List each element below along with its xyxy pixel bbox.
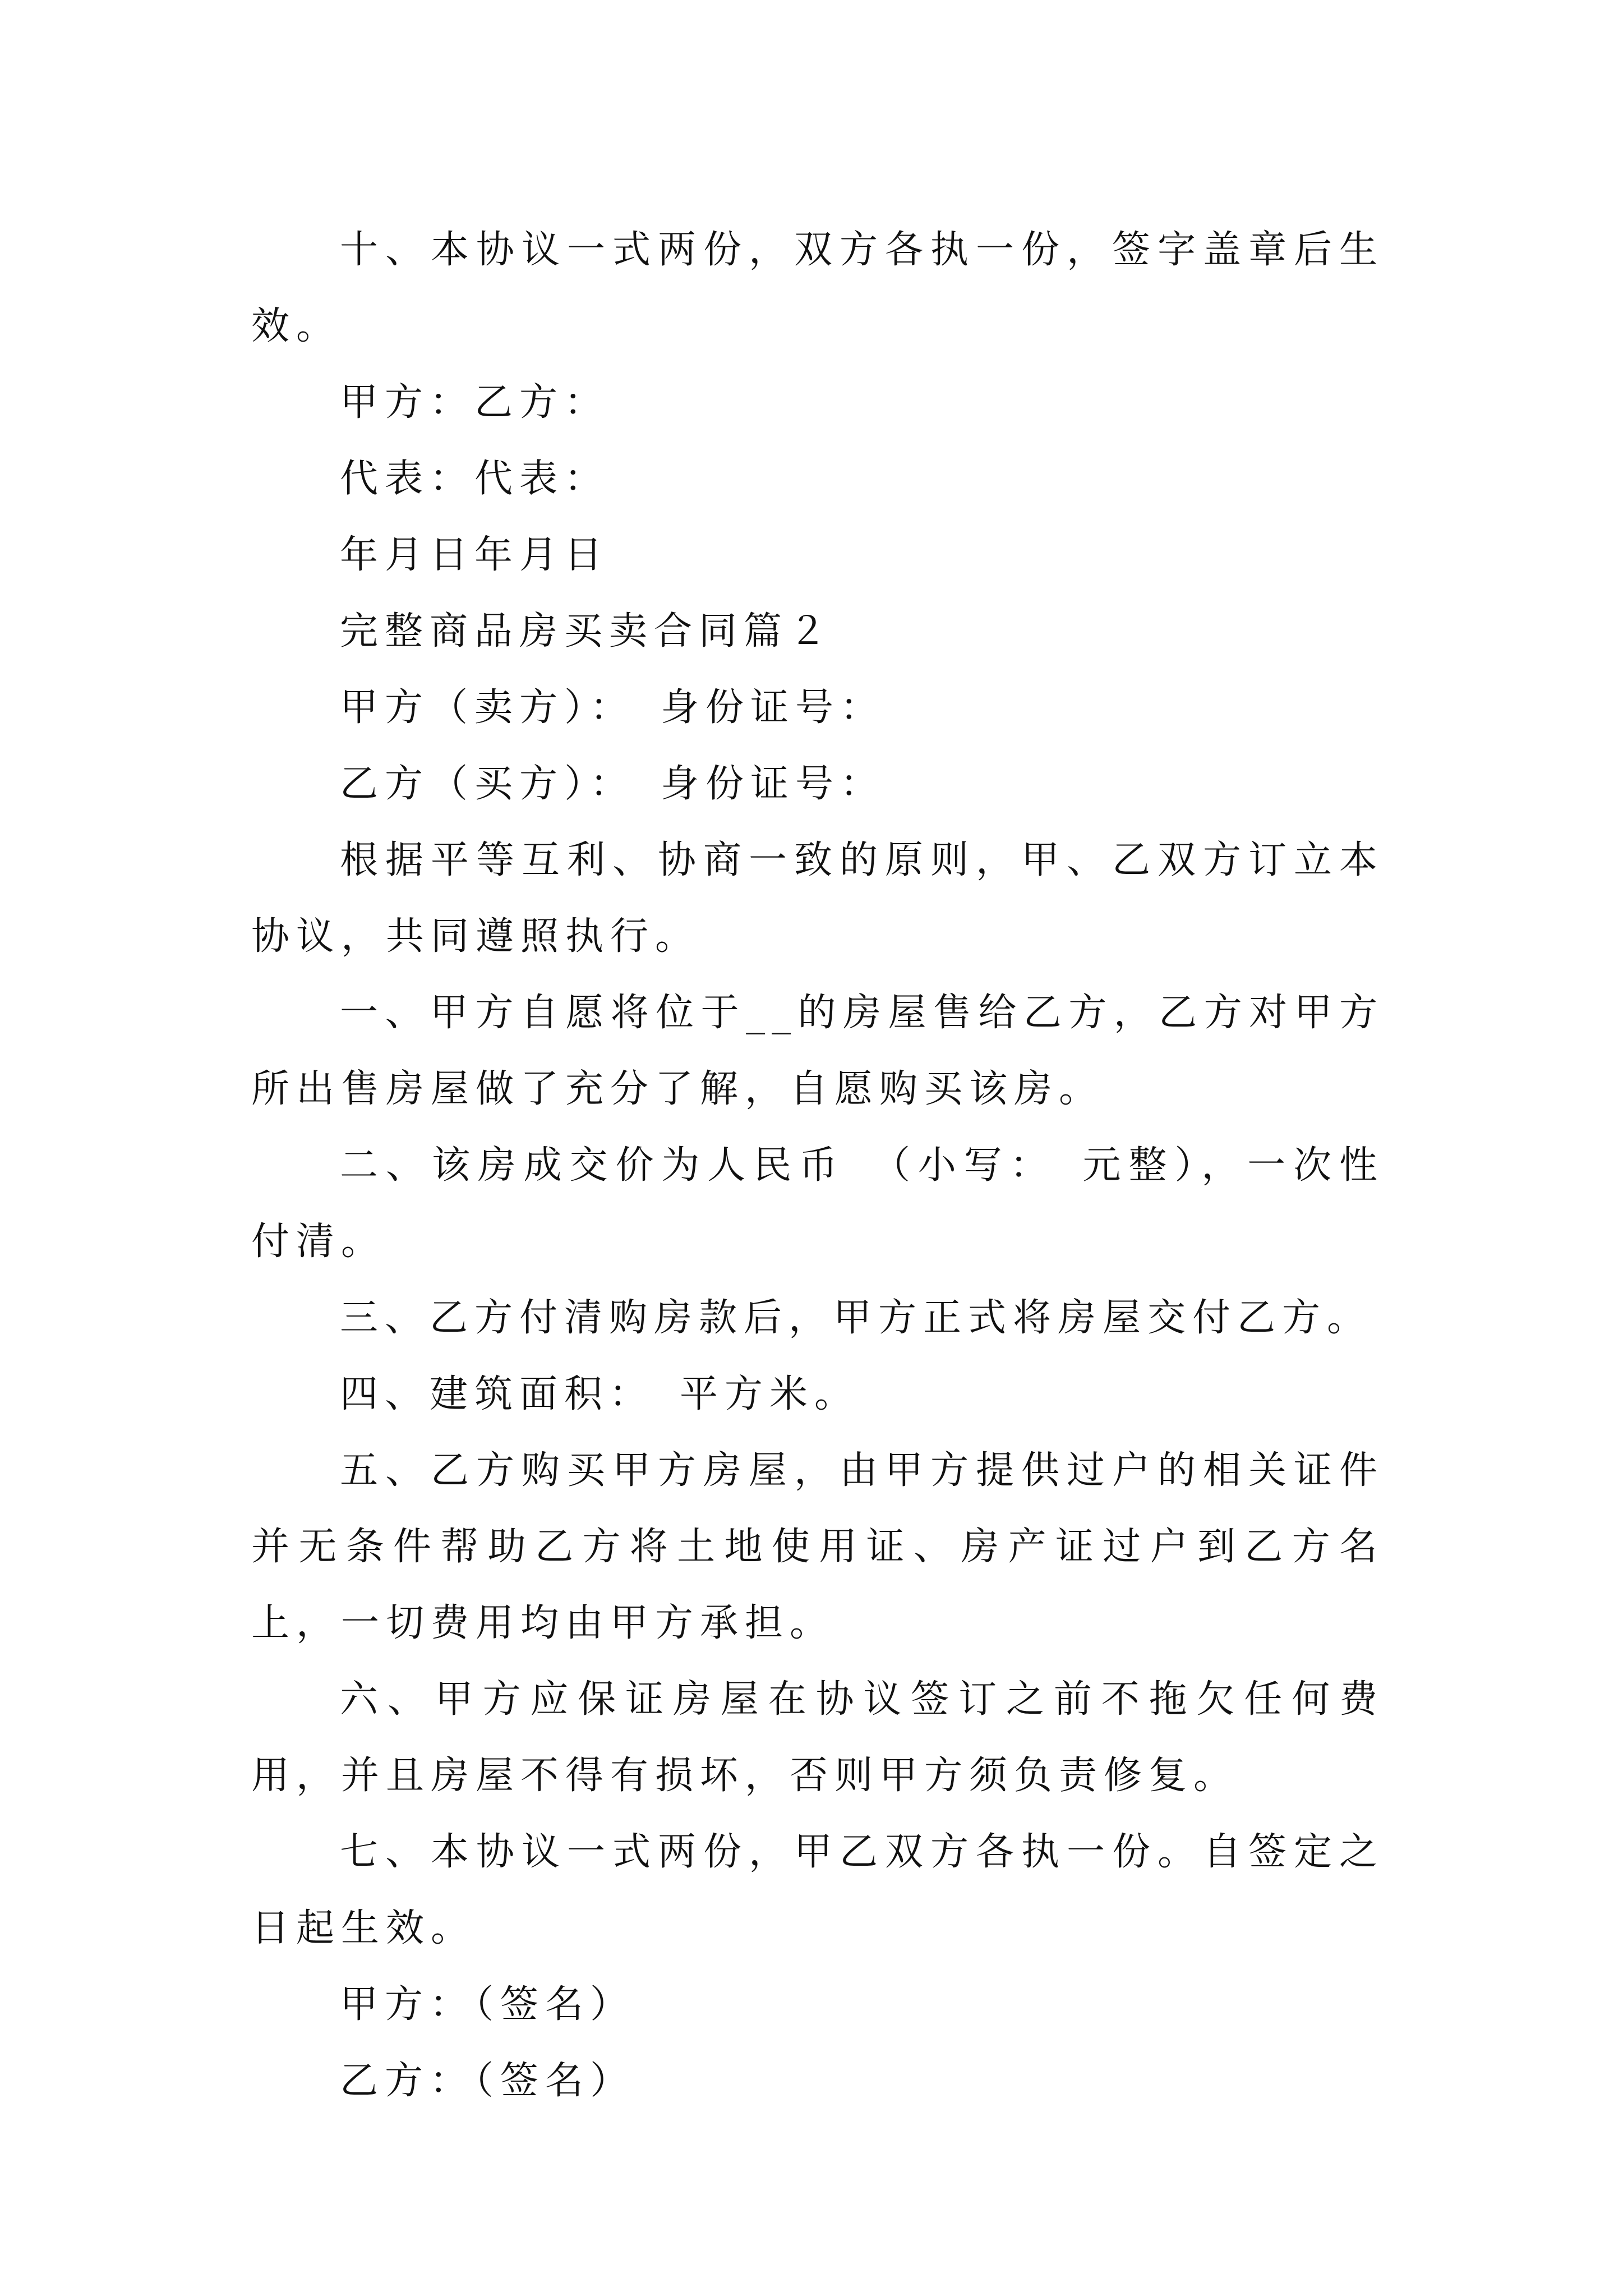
clause-six: 六、甲方应保证房屋在协议签订之前不拖欠任何费用，并且房屋不得有损坏，否则甲方须负责修复。 xyxy=(251,1677,1384,1798)
date-line: 年月日年月日 xyxy=(340,533,610,577)
clause-two: 二、该房成交价为人民币 （小写： 元整），一次性付清。 xyxy=(251,1143,1384,1264)
document-body xyxy=(251,212,1384,2119)
seller-line: 甲方（卖方）： 身份证号： xyxy=(340,685,886,730)
party-a-signature: 甲方：（签名） xyxy=(340,1982,635,2027)
clause-one: 一、甲方自愿将位于__的房屋售给乙方，乙方对甲方所出售房屋做了充分了解，自愿购买该房。 xyxy=(251,991,1384,1111)
clause-four: 四、建筑面积： 平方米。 xyxy=(340,1372,860,1416)
party-b-signature: 乙方：（签名） xyxy=(340,2059,635,2103)
representative-line: 代表：代表： xyxy=(340,457,610,501)
clause-ten: 十、本协议一式两份，双方各执一份，签字盖章后生效。 xyxy=(251,228,1384,348)
clause-five: 五、乙方购买甲方房屋，由甲方提供过户的相关证件并无条件帮助乙方将土地使用证、房产证过户到乙方名上，一切费用均由甲方承担。 xyxy=(251,1448,1384,1645)
clause-seven: 七、本协议一式两份，甲乙双方各执一份。自签定之日起生效。 xyxy=(251,1830,1384,1950)
party-a-b-line: 甲方：乙方： xyxy=(340,380,610,425)
contract-title: 完整商品房买卖合同篇２ xyxy=(340,609,834,654)
preamble: 根据平等互利、协商一致的原则，甲、乙双方订立本协议，共同遵照执行。 xyxy=(251,838,1384,959)
buyer-line: 乙方（买方）： 身份证号： xyxy=(340,762,886,806)
clause-three: 三、乙方付清购房款后，甲方正式将房屋交付乙方。 xyxy=(340,1296,1372,1340)
